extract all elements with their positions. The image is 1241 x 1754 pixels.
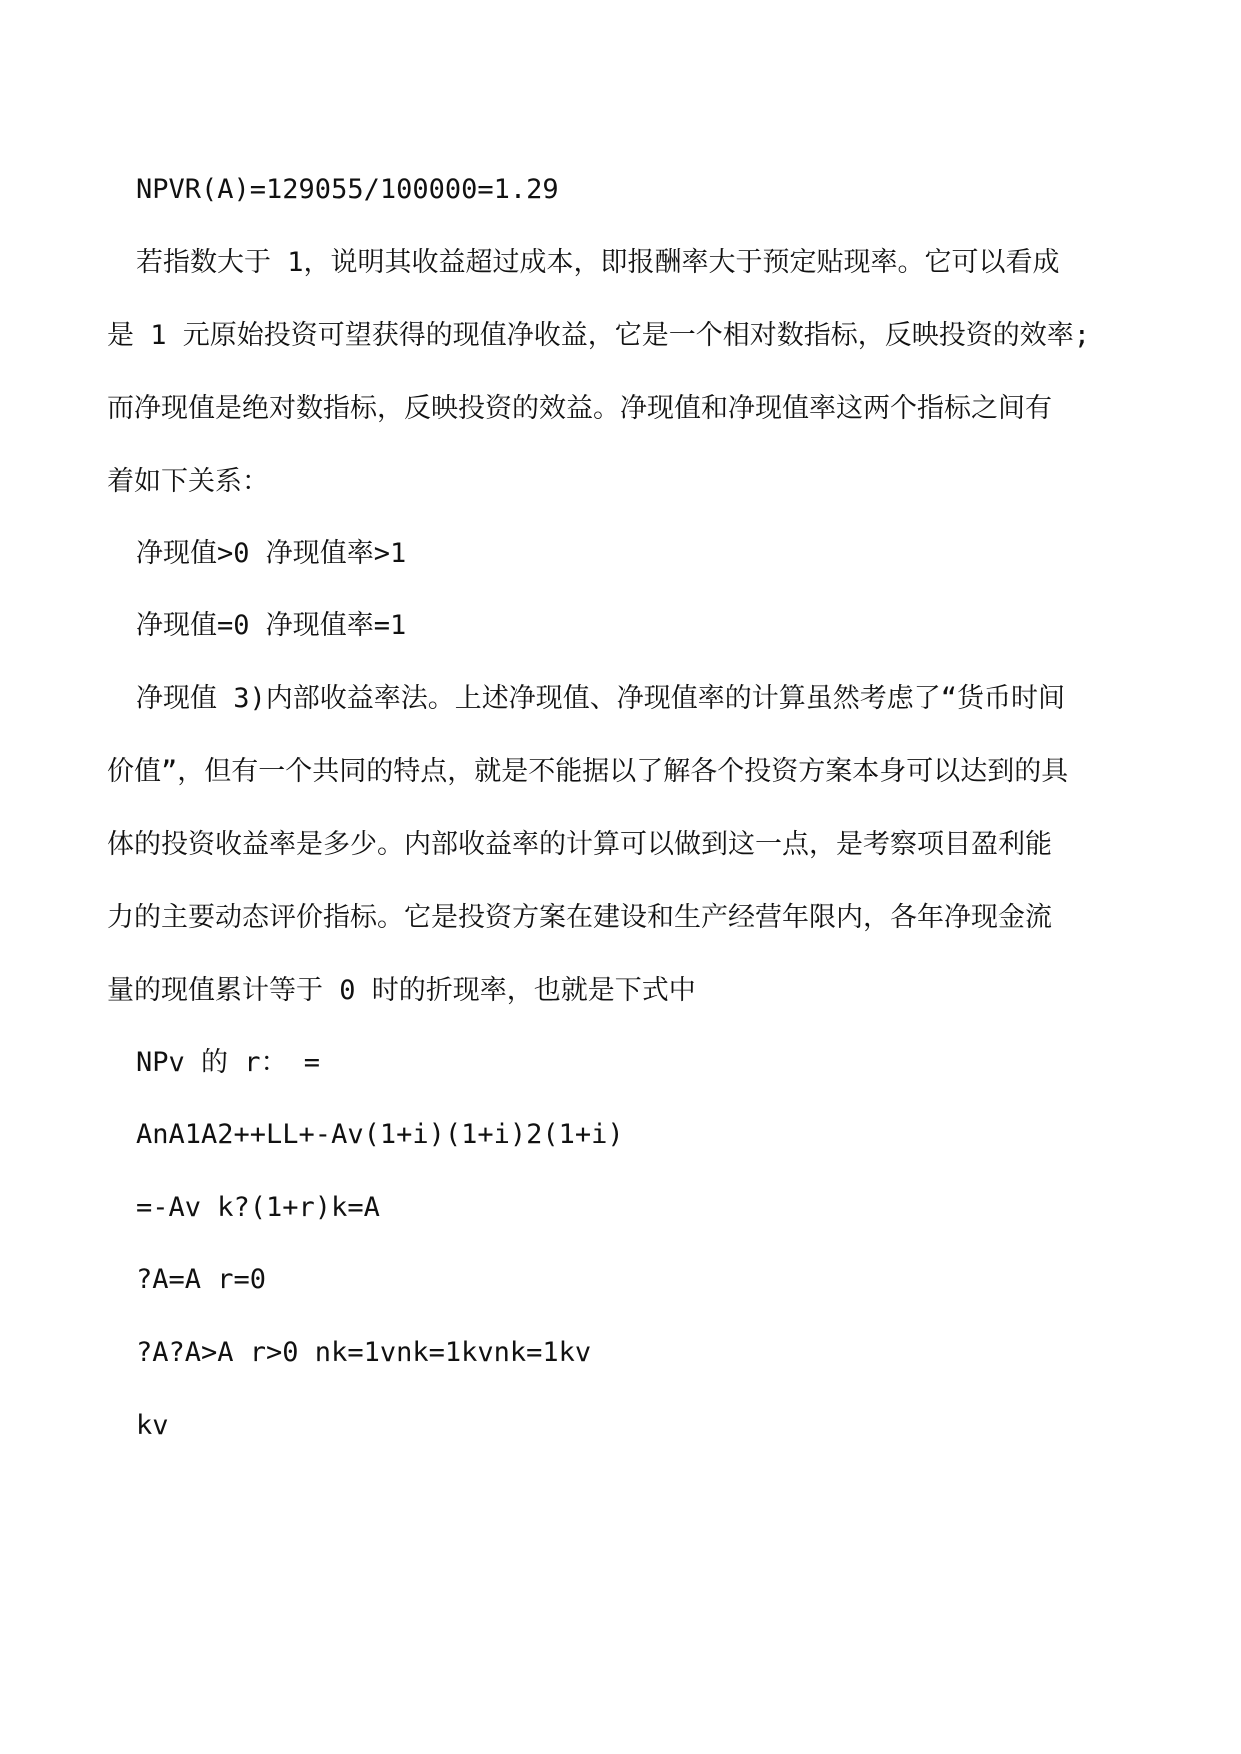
paragraph-line: 是 1 元原始投资可望获得的现值净收益，它是一个相对数指标，反映投资的效率; [107, 320, 1091, 351]
formula-line: AnA1A2++LL+-Av(1+i)(1+i)2(1+i) [136, 1119, 624, 1150]
paragraph-line: 着如下关系： [107, 466, 269, 497]
formula-line: kv [136, 1410, 169, 1441]
paragraph-line: 体的投资收益率是多少。内部收益率的计算可以做到这一点，是考察项目盈利能 [107, 829, 1052, 860]
formula-line: NPv 的 r： = [136, 1047, 321, 1078]
paragraph-line: 价值”，但有一个共同的特点，就是不能据以了解各个投资方案本身可以达到的具 [107, 756, 1069, 787]
paragraph-line: 若指数大于 1，说明其收益超过成本，即报酬率大于预定贴现率。它可以看成 [136, 247, 1060, 278]
paragraph-line: 净现值 3)内部收益率法。上述净现值、净现值率的计算虽然考虑了“货币时间 [136, 683, 1066, 714]
relation-line: 净现值=0 净现值率=1 [136, 610, 407, 641]
paragraph-line: 而净现值是绝对数指标，反映投资的效益。净现值和净现值率这两个指标之间有 [107, 393, 1052, 424]
paragraph-line: 力的主要动态评价指标。它是投资方案在建设和生产经营年限内，各年净现金流 [107, 902, 1052, 933]
formula-line: ?A=A r=0 [136, 1264, 267, 1295]
formula-line: ?A?A>A r>0 nk=1vnk=1kvnk=1kv [136, 1337, 592, 1368]
formula-line: =-Av k?(1+r)k=A [136, 1192, 380, 1223]
formula-npvr: NPVR(A)=129055/100000=1.29 [136, 174, 559, 205]
paragraph-line: 量的现值累计等于 0 时的折现率，也就是下式中 [107, 975, 696, 1006]
relation-line: 净现值>0 净现值率>1 [136, 538, 407, 569]
